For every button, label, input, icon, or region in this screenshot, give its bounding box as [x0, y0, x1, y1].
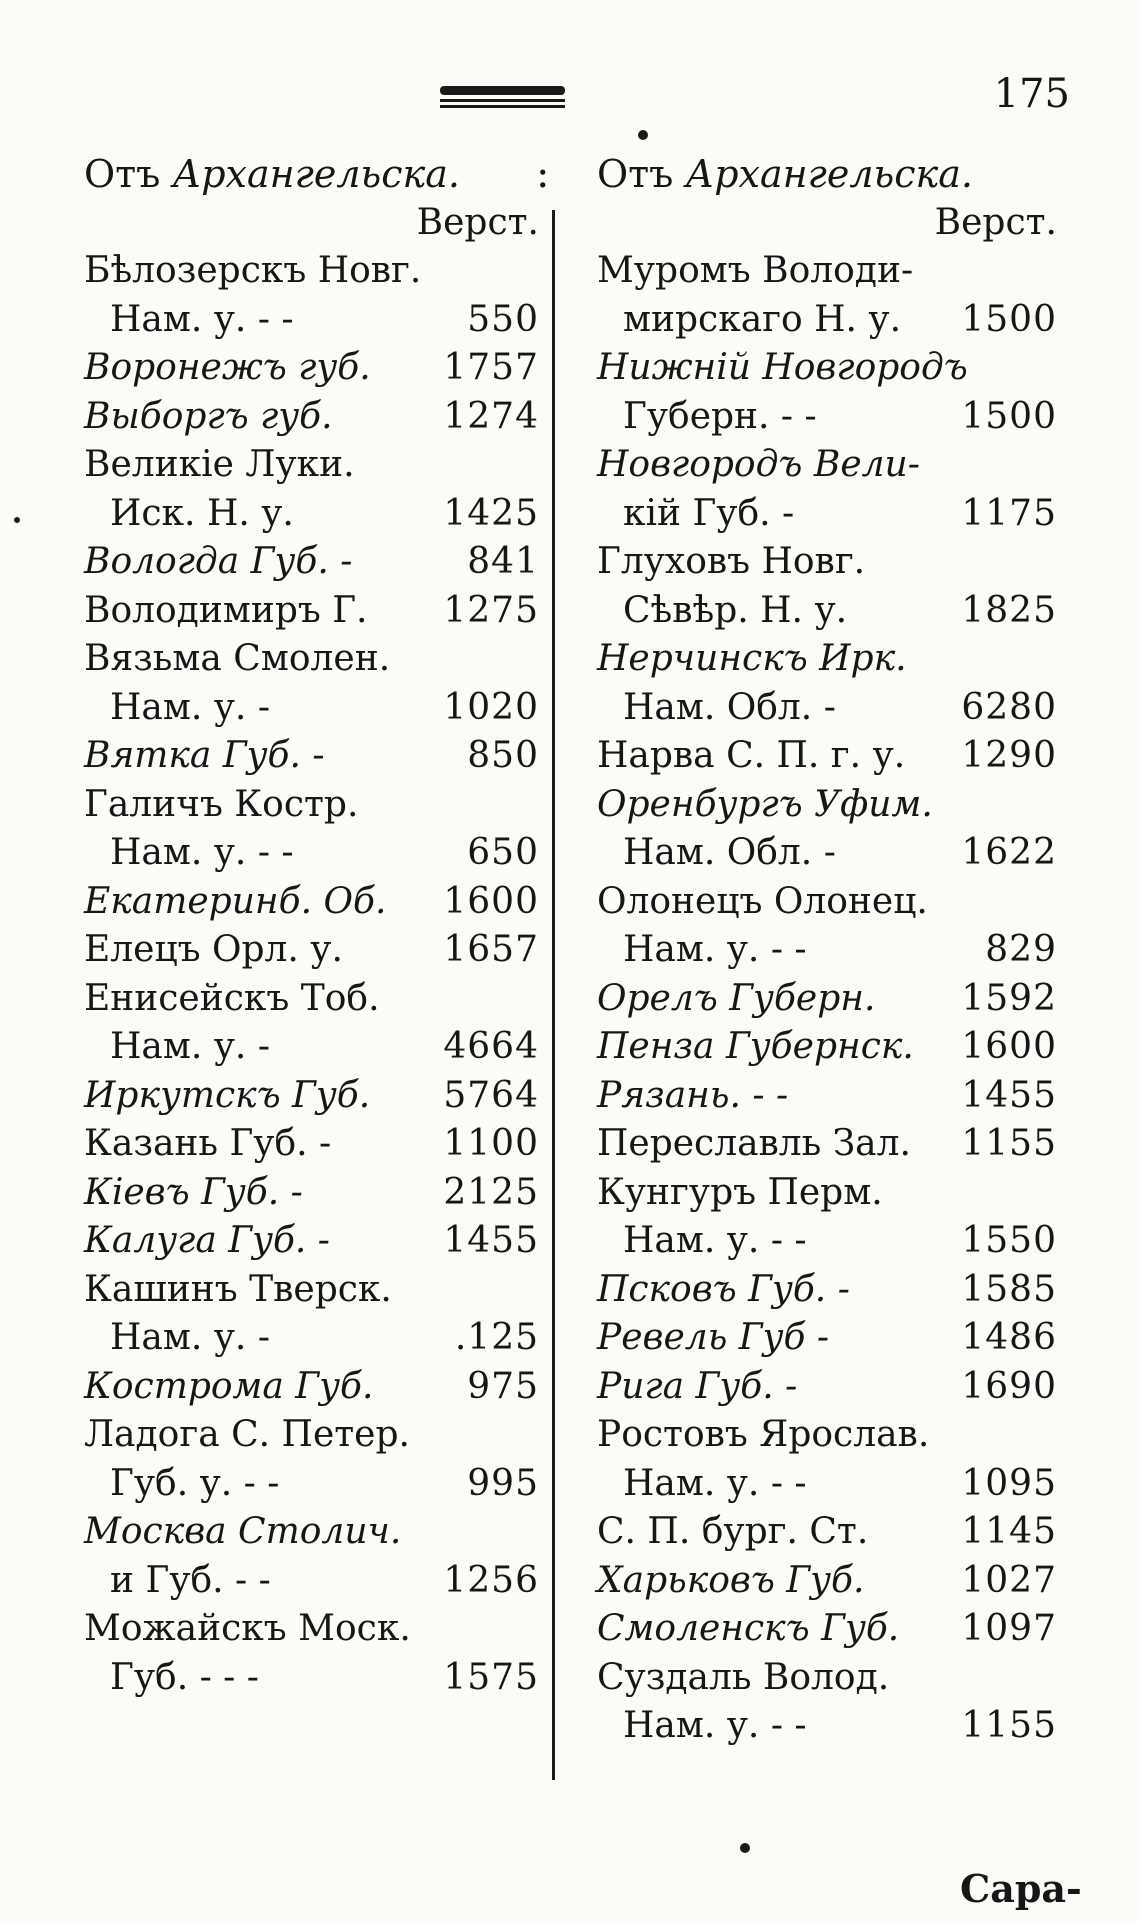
distance-versts: 1657 — [443, 929, 539, 970]
distance-versts: 4664 — [443, 1026, 539, 1067]
distance-versts: 975 — [467, 1365, 539, 1407]
distance-entry — [84, 490, 539, 539]
left-unit-label: Верст. — [416, 201, 539, 243]
place-name: Губ. - - - — [110, 1656, 259, 1698]
distance-versts: 1500 — [961, 298, 1057, 340]
distance-entry — [597, 393, 1057, 442]
distance-versts: 1097 — [961, 1608, 1057, 1649]
distance-entry — [84, 1169, 539, 1218]
distance-versts: 1095 — [961, 1462, 1057, 1504]
distance-versts: 1455 — [443, 1220, 539, 1261]
distance-entry — [84, 441, 539, 490]
place-name: Калуга Губ. - — [84, 1220, 330, 1261]
distance-entry — [84, 781, 539, 830]
distance-entry — [84, 1363, 539, 1412]
place-name: Нам. у. - — [110, 686, 270, 728]
ink-dot — [740, 1843, 750, 1853]
distance-entry — [597, 1460, 1057, 1509]
place-name: Великіе Луки. — [84, 444, 355, 485]
place-name: кій Губ. - — [623, 492, 795, 534]
distance-entry — [84, 1557, 539, 1606]
place-name: Губерн. - - — [623, 395, 817, 437]
place-name: Воронежъ губ. — [84, 347, 371, 388]
distance-versts: 1585 — [961, 1268, 1057, 1310]
distance-entry — [84, 732, 539, 781]
right-column — [597, 150, 1057, 1751]
distance-versts: 1757 — [443, 347, 539, 388]
place-name: Орелъ Губерн. — [597, 977, 876, 1019]
distance-versts: 1622 — [961, 832, 1057, 873]
distance-versts: 1155 — [961, 1123, 1057, 1164]
place-name: Елецъ Орл. у. — [84, 929, 343, 970]
left-column-heading — [84, 150, 539, 199]
place-name: Пенза Губернск. — [597, 1026, 914, 1067]
distance-entry — [84, 975, 539, 1024]
distance-entry — [84, 1217, 539, 1266]
distance-entry — [597, 1605, 1057, 1654]
place-name: Москва Столич. — [84, 1511, 402, 1552]
place-name: Нам. у. - - — [110, 298, 294, 340]
distance-entry — [84, 296, 539, 345]
place-name: Вологда Губ. - — [84, 541, 353, 582]
distance-entry — [597, 490, 1057, 539]
distance-versts: 1486 — [961, 1317, 1057, 1358]
place-name: Енисейскъ Тоб. — [84, 977, 380, 1019]
distance-versts: 5764 — [443, 1074, 539, 1116]
place-name: Переславль Зал. — [597, 1123, 911, 1164]
distance-versts: 1274 — [443, 395, 539, 437]
place-name: Иркутскъ Губ. — [84, 1074, 371, 1116]
place-name: Нам. у. - - — [110, 832, 294, 873]
place-name: Кунгуръ Перм. — [597, 1171, 883, 1213]
distance-versts: 995 — [467, 1462, 539, 1504]
distance-versts: 1020 — [443, 686, 539, 728]
distance-versts: 1455 — [961, 1074, 1057, 1116]
place-name: Нижній Новгородъ — [597, 347, 968, 388]
heading-city: Архангельска. — [172, 152, 460, 196]
distance-versts: 6280 — [961, 686, 1057, 728]
place-name: Суздаль Волод. — [597, 1656, 890, 1698]
place-name: Володимиръ Г. — [84, 589, 368, 631]
heading-from: Отъ — [597, 152, 674, 196]
heading-from: Отъ — [84, 152, 161, 196]
place-name: Кострома Губ. — [84, 1365, 374, 1407]
distance-versts: 1175 — [961, 492, 1057, 534]
place-name: Олонецъ Олонец. — [597, 880, 928, 922]
distance-entry — [84, 344, 539, 393]
distance-entry — [597, 829, 1057, 878]
distance-entry — [84, 1605, 539, 1654]
place-name: Казань Губ. - — [84, 1123, 332, 1164]
distance-entry — [597, 344, 1057, 393]
distance-versts: 1550 — [961, 1220, 1057, 1261]
place-name: Выборгъ губ. — [84, 395, 333, 437]
distance-entry — [597, 781, 1057, 830]
distance-entry — [84, 1314, 539, 1363]
left-column — [84, 150, 539, 1702]
place-name: Новгородъ Вели- — [597, 444, 920, 485]
distance-versts: 550 — [467, 298, 539, 340]
distance-entry — [84, 1266, 539, 1315]
distance-entry — [597, 1023, 1057, 1072]
right-column-heading — [597, 150, 1057, 199]
place-name: Рязань. - - — [597, 1074, 789, 1116]
place-name: С. П. бург. Ст. — [597, 1511, 869, 1552]
header-ornament-rule — [440, 86, 565, 112]
ink-dot — [638, 130, 648, 140]
distance-versts: 1155 — [961, 1705, 1057, 1746]
ink-dot — [14, 517, 20, 523]
place-name: Нам. у. - - — [623, 1220, 807, 1261]
distance-entry — [84, 1072, 539, 1121]
column-separator-colon: : — [536, 151, 550, 197]
distance-entry — [597, 1120, 1057, 1169]
distance-entry — [597, 1169, 1057, 1218]
distance-entry — [597, 587, 1057, 636]
distance-entry — [84, 926, 539, 975]
distance-versts: 1256 — [443, 1559, 539, 1601]
distance-versts: 850 — [467, 735, 539, 776]
distance-entry — [597, 1702, 1057, 1751]
place-name: Муромъ Володи- — [597, 250, 914, 291]
distance-entry — [84, 635, 539, 684]
distance-versts: 2125 — [443, 1171, 539, 1213]
place-name: Нам. у. - — [110, 1026, 270, 1067]
place-name: Нарва С. П. г. у. — [597, 735, 906, 776]
place-name: Ревель Губ - — [597, 1317, 830, 1358]
distance-entry — [597, 1557, 1057, 1606]
place-name: Кашинъ Тверск. — [84, 1268, 392, 1310]
distance-entry — [84, 1411, 539, 1460]
distance-entry — [597, 635, 1057, 684]
distance-entry — [597, 538, 1057, 587]
distance-entry — [84, 538, 539, 587]
distance-entry — [597, 975, 1057, 1024]
place-name: Ладога С. Петер. — [84, 1414, 410, 1455]
place-name: Екатеринб. Об. — [84, 880, 387, 922]
right-unit-label: Верст. — [934, 201, 1057, 243]
distance-versts: 1290 — [961, 735, 1057, 776]
distance-entry — [84, 878, 539, 927]
heading-city: Архангельска. — [685, 152, 973, 196]
distance-entry — [84, 684, 539, 733]
distance-entry — [84, 587, 539, 636]
catchword: Сара- — [960, 1866, 1082, 1911]
page-number: 175 — [993, 71, 1070, 117]
place-name: Псковъ Губ. - — [597, 1268, 850, 1310]
distance-entry — [597, 1411, 1057, 1460]
distance-entry — [84, 1023, 539, 1072]
distance-entry — [84, 393, 539, 442]
place-name: и Губ. - - — [110, 1559, 271, 1601]
distance-entry — [84, 247, 539, 296]
place-name: Харьковъ Губ. — [597, 1559, 865, 1601]
distance-versts: 1600 — [443, 880, 539, 922]
distance-entry — [597, 1314, 1057, 1363]
distance-entry — [597, 296, 1057, 345]
distance-versts: 1592 — [961, 977, 1057, 1019]
place-name: Нам. у. - — [110, 1317, 270, 1358]
place-name: Вязьма Смолен. — [84, 638, 391, 679]
distance-entry — [597, 1363, 1057, 1412]
place-name: Кіевъ Губ. - — [84, 1171, 303, 1213]
distance-entry — [597, 1072, 1057, 1121]
distance-entry — [597, 1266, 1057, 1315]
distance-entry — [597, 878, 1057, 927]
distance-entry — [84, 1120, 539, 1169]
distance-versts: 1575 — [443, 1656, 539, 1698]
place-name: Вятка Губ. - — [84, 735, 325, 776]
place-name: Нам. у. - - — [623, 1705, 807, 1746]
distance-entry — [84, 1460, 539, 1509]
distance-entry — [597, 1654, 1057, 1703]
place-name: Нам. у. - - — [623, 929, 807, 970]
distance-versts: 1825 — [961, 589, 1057, 631]
distance-versts: 1690 — [961, 1365, 1057, 1407]
distance-entry — [597, 926, 1057, 975]
place-name: Нам. у. - - — [623, 1462, 807, 1504]
distance-entry — [84, 829, 539, 878]
distance-entry — [84, 1508, 539, 1557]
distance-versts: 650 — [467, 832, 539, 873]
distance-versts: 1027 — [961, 1559, 1057, 1601]
place-name: Смоленскъ Губ. — [597, 1608, 900, 1649]
distance-versts: 1145 — [961, 1511, 1057, 1552]
distance-versts: 1425 — [443, 492, 539, 534]
place-name: Нам. Обл. - — [623, 832, 836, 873]
place-name: Глуховъ Новг. — [597, 541, 866, 582]
place-name: Иск. Н. у. — [110, 492, 294, 534]
place-name: Оренбургъ Уфим. — [597, 783, 933, 825]
place-name: Можайскъ Моск. — [84, 1608, 411, 1649]
place-name: Губ. у. - - — [110, 1462, 280, 1504]
distance-versts: 841 — [467, 541, 539, 582]
distance-versts: 1100 — [443, 1123, 539, 1164]
place-name: Бѣлозерскъ Новг. — [84, 250, 422, 291]
distance-entry — [597, 684, 1057, 733]
distance-versts: 1275 — [443, 589, 539, 631]
distance-entry — [597, 441, 1057, 490]
distance-versts: .125 — [454, 1317, 539, 1358]
distance-versts: 829 — [985, 929, 1057, 970]
place-name: Галичъ Костр. — [84, 783, 359, 825]
place-name: мирскаго Н. у. — [623, 298, 902, 340]
place-name: Нерчинскъ Ирк. — [597, 638, 907, 679]
place-name: Нам. Обл. - — [623, 686, 836, 728]
column-divider — [552, 210, 555, 1780]
distance-versts: 1600 — [961, 1026, 1057, 1067]
place-name: Сѣвѣр. Н. у. — [623, 589, 848, 631]
distance-entry — [597, 732, 1057, 781]
distance-entry — [84, 1654, 539, 1703]
distance-versts: 1500 — [961, 395, 1057, 437]
distance-entry — [597, 247, 1057, 296]
place-name: Рига Губ. - — [597, 1365, 798, 1407]
place-name: Ростовъ Ярослав. — [597, 1414, 930, 1455]
distance-entry — [597, 1217, 1057, 1266]
distance-entry — [597, 1508, 1057, 1557]
